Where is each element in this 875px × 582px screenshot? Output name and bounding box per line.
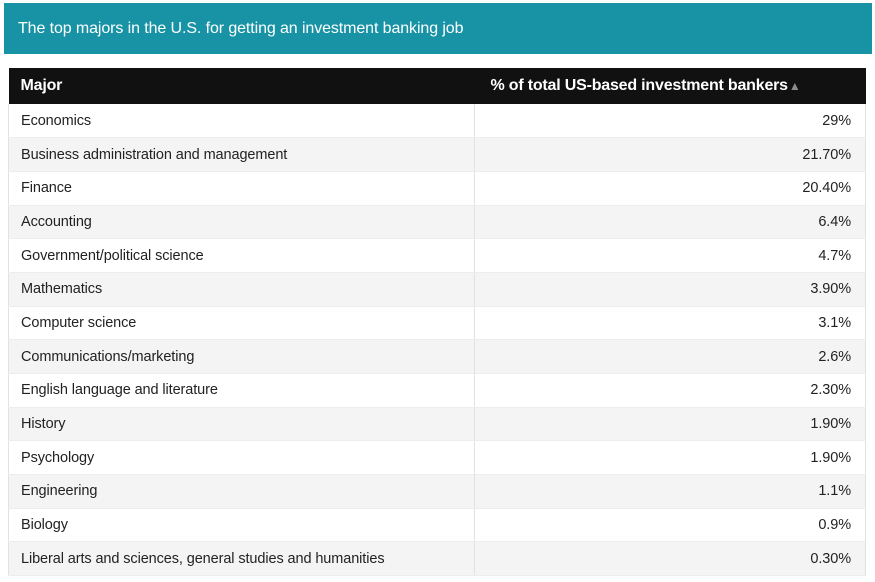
cell-percent: 3.90% (475, 272, 866, 306)
table-row (9, 407, 866, 441)
cell-major: Biology (9, 508, 475, 542)
table-row (9, 542, 866, 576)
cell-percent: 21.70% (475, 138, 866, 172)
cell-major: History (9, 407, 475, 441)
cell-major: Accounting (9, 205, 475, 239)
cell-percent: 1.1% (475, 475, 866, 509)
cell-major: Communications/marketing (9, 340, 475, 374)
cell-percent: 2.6% (475, 340, 866, 374)
cell-major: Mathematics (9, 272, 475, 306)
cell-major: Business administration and management (9, 138, 475, 172)
sort-ascending-icon[interactable]: ▲ (788, 79, 801, 93)
cell-percent: 20.40% (475, 171, 866, 205)
table-header-row (9, 68, 866, 104)
cell-major: Computer science (9, 306, 475, 340)
table-row (9, 475, 866, 509)
cell-percent: 2.30% (475, 374, 866, 408)
cell-percent: 0.9% (475, 508, 866, 542)
cell-major: Government/political science (9, 239, 475, 273)
table-body (9, 104, 866, 576)
cell-major: Engineering (9, 475, 475, 509)
column-header-major-label: Major (20, 77, 63, 94)
table-row (9, 205, 866, 239)
table-row (9, 272, 866, 306)
cell-major: Finance (9, 171, 475, 205)
cell-percent: 4.7% (475, 239, 866, 273)
column-header-major[interactable] (9, 68, 475, 104)
table-row (9, 306, 866, 340)
cell-major: Liberal arts and sciences, general studies and humanities (9, 542, 475, 576)
cell-major: English language and literature (9, 374, 475, 408)
column-header-percent-label: % of total US-based investment bankers (490, 77, 788, 94)
table-row (9, 508, 866, 542)
table-row (9, 138, 866, 172)
cell-percent: 1.90% (475, 441, 866, 475)
column-header-percent[interactable] (475, 68, 866, 104)
cell-percent: 0.30% (475, 542, 866, 576)
table-row (9, 340, 866, 374)
table-row (9, 104, 866, 138)
table-row (9, 239, 866, 273)
cell-major: Psychology (9, 441, 475, 475)
cell-percent: 1.90% (475, 407, 866, 441)
table-row (9, 441, 866, 475)
cell-percent: 29% (475, 104, 866, 138)
table-row (9, 374, 866, 408)
cell-percent: 6.4% (475, 205, 866, 239)
cell-percent: 3.1% (475, 306, 866, 340)
page-title: The top majors in the U.S. for getting an investment banking job (4, 3, 872, 54)
majors-table (8, 68, 866, 576)
cell-major: Economics (9, 104, 475, 138)
table-row (9, 171, 866, 205)
